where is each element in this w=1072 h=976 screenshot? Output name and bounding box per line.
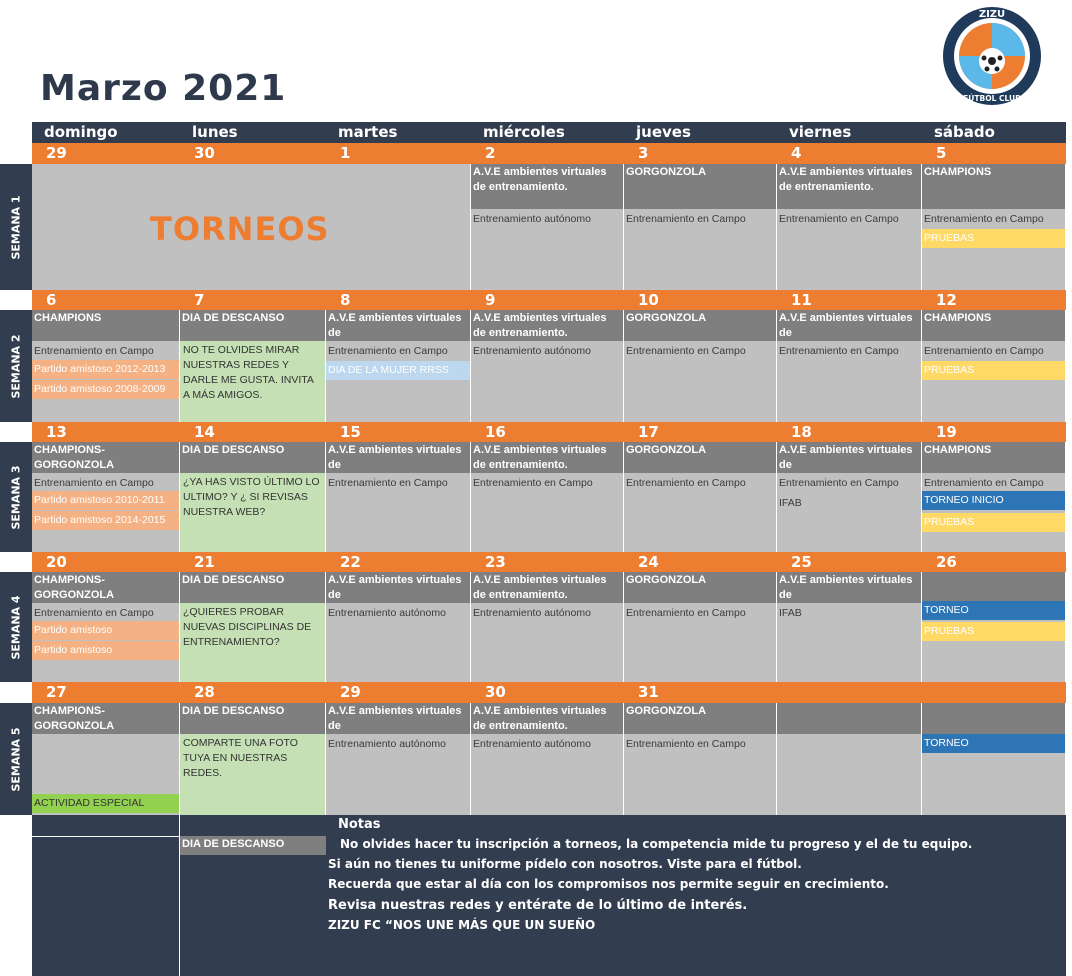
week-label: SEMANA 2	[0, 310, 32, 422]
training-entry: Entrenamiento en Campo	[779, 477, 899, 489]
training-entry: Entrenamiento en Campo	[924, 477, 1044, 489]
day-number: 22	[340, 553, 361, 571]
day-title	[922, 572, 1065, 603]
training-entry: Entrenamiento en Campo	[626, 607, 746, 619]
notes-heading: Notas	[338, 817, 381, 832]
friendly-match: Partido amistoso 2012-2013	[32, 360, 179, 379]
training-entry: Entrenamiento en Campo	[34, 477, 154, 489]
day-number: 19	[936, 423, 957, 441]
notes-left-block	[32, 836, 180, 976]
day-number: 8	[340, 291, 351, 309]
day-number: 16	[485, 423, 506, 441]
day-name: lunes	[192, 123, 238, 141]
day-title: DIA DE DESCANSO	[180, 442, 325, 473]
training-entry: Entrenamiento en Campo	[924, 345, 1044, 357]
day-number: 26	[936, 553, 957, 571]
training-entry: Entrenamiento autónomo	[473, 738, 591, 750]
training-entry: Entrenamiento en Campo	[626, 213, 746, 225]
day-title: CHAMPIONS-GORGONZOLA	[32, 572, 179, 603]
training-entry: Entrenamiento en Campo	[328, 345, 448, 357]
day-number: 5	[936, 144, 947, 162]
day-title: A.V.E ambientes virtuales de entrenamiento.	[471, 164, 623, 209]
notes-descanso-cell: DIA DE DESCANSO	[180, 836, 326, 855]
day-number: 6	[46, 291, 57, 309]
notes-line: Si aún no tienes tu uniforme pídelo con nosotros. Viste para el fútbol.	[328, 857, 802, 871]
day-title: A.V.E ambientes virtuales de	[326, 703, 470, 734]
logo-bottom-text: FÚTBOL CLUB	[963, 94, 1021, 103]
week-label: SEMANA 3	[0, 442, 32, 552]
day-number	[922, 682, 1066, 703]
training-entry: Entrenamiento en Campo	[626, 477, 746, 489]
day-number: 10	[638, 291, 659, 309]
womens-day-badge: DIA DE LA MUJER RRSS	[326, 361, 470, 380]
pruebas-badge: PRUEBAS	[922, 622, 1065, 641]
day-number: 21	[194, 553, 215, 571]
club-logo	[940, 6, 1044, 106]
training-entry: Entrenamiento en Campo	[34, 607, 154, 619]
day-number: 27	[46, 683, 67, 701]
training-entry: Entrenamiento en Campo	[924, 213, 1044, 225]
day-title: CHAMPIONS	[922, 164, 1065, 209]
day-number: 28	[194, 683, 215, 701]
day-number: 2	[485, 144, 496, 162]
week-label: SEMANA 4	[0, 572, 32, 682]
page-title: Marzo 2021	[40, 68, 287, 109]
day-number: 29	[340, 683, 361, 701]
notes-left-header	[32, 815, 180, 836]
day-title: DIA DE DESCANSO	[180, 703, 325, 734]
training-entry: Entrenamiento en Campo	[626, 345, 746, 357]
day-title: A.V.E ambientes virtuales de entrenamiento.	[471, 310, 623, 341]
day-number: 13	[46, 423, 67, 441]
day-name: martes	[338, 123, 398, 141]
friendly-match: Partido amistoso	[32, 621, 179, 640]
day-title	[777, 703, 921, 734]
day-title: A.V.E ambientes virtuales de	[777, 572, 921, 603]
training-entry: Entrenamiento autónomo	[473, 345, 591, 357]
notes-line: ZIZU FC “NOS UNE MÁS QUE UN SUEÑO	[328, 918, 596, 932]
day-title: GORGONZOLA	[624, 310, 776, 341]
training-entry: Entrenamiento autónomo	[328, 738, 446, 750]
day-title: DIA DE DESCANSO	[180, 572, 325, 603]
pruebas-badge: PRUEBAS	[922, 361, 1065, 380]
day-name: miércoles	[483, 123, 565, 141]
day-number: 18	[791, 423, 812, 441]
day-title: CHAMPIONS	[922, 310, 1065, 341]
day-name: domingo	[44, 123, 118, 141]
friendly-match: Partido amistoso	[32, 641, 179, 660]
training-entry: Entrenamiento en Campo	[779, 213, 899, 225]
day-number: 17	[638, 423, 659, 441]
day-title: A.V.E ambientes virtuales de	[777, 442, 921, 473]
day-number: 1	[340, 144, 351, 162]
training-entry: Entrenamiento en Campo	[473, 477, 593, 489]
day-number: 24	[638, 553, 659, 571]
friendly-match: Partido amistoso 2010-2011	[32, 491, 179, 510]
day-title: CHAMPIONS-GORGONZOLA	[32, 703, 179, 734]
message-box: COMPARTE UNA FOTO TUYA EN NUESTRAS REDES.	[180, 734, 325, 815]
training-entry: Entrenamiento autónomo	[328, 607, 446, 619]
day-name: jueves	[636, 123, 691, 141]
day-title: CHAMPIONS	[922, 442, 1065, 473]
training-entry: Entrenamiento en Campo	[328, 477, 448, 489]
day-number: 29	[46, 144, 67, 162]
training-entry: Entrenamiento autónomo	[473, 213, 591, 225]
day-title: A.V.E ambientes virtuales de	[326, 572, 470, 603]
day-number: 11	[791, 291, 812, 309]
training-entry: Entrenamiento autónomo	[473, 607, 591, 619]
day-title: DIA DE DESCANSO	[180, 310, 325, 341]
day-title: CHAMPIONS	[32, 310, 179, 341]
logo-top-text: ZIZU	[978, 9, 1006, 20]
training-entry: Entrenamiento en Campo	[34, 345, 154, 357]
training-entry: Entrenamiento en Campo	[779, 345, 899, 357]
day-number: 9	[485, 291, 496, 309]
torneo-badge: TORNEO	[922, 601, 1065, 620]
message-box: ¿QUIERES PROBAR NUEVAS DISCIPLINAS DE ENTRENAMIENTO?	[180, 603, 325, 682]
ifab-entry: IFAB	[779, 497, 802, 509]
day-number: 15	[340, 423, 361, 441]
day-title: GORGONZOLA	[624, 442, 776, 473]
training-entry: Entrenamiento en Campo	[626, 738, 746, 750]
friendly-match: Partido amistoso 2014-2015	[32, 511, 179, 530]
day-number: 7	[194, 291, 205, 309]
week-label: SEMANA 5	[0, 703, 32, 815]
ifab-entry: IFAB	[779, 607, 802, 619]
day-number: 31	[638, 683, 659, 701]
day-number: 30	[194, 144, 215, 162]
day-number: 20	[46, 553, 67, 571]
torneos-label: TORNEOS	[150, 210, 330, 248]
notes-line: Revisa nuestras redes y entérate de lo último de interés.	[328, 898, 748, 913]
message-box: NO TE OLVIDES MIRAR NUESTRAS REDES Y DARLE ME GUSTA. INVITA A MÁS AMIGOS.	[180, 341, 325, 422]
day-title: A.V.E ambientes virtuales de entrenamiento.	[471, 703, 623, 734]
pruebas-badge: PRUEBAS	[922, 229, 1065, 248]
day-title	[922, 703, 1065, 734]
day-title: A.V.E ambientes virtuales de entrenamiento.	[471, 572, 623, 603]
day-title: A.V.E ambientes virtuales de	[326, 310, 470, 341]
torneo-badge: TORNEO	[922, 734, 1065, 753]
day-title: CHAMPIONS-GORGONZOLA	[32, 442, 179, 473]
day-number: 14	[194, 423, 215, 441]
day-title: A.V.E ambientes virtuales de entrenamiento.	[777, 164, 921, 209]
day-title: A.V.E ambientes virtuales de	[777, 310, 921, 341]
message-box: ¿YA HAS VISTO ÚLTIMO LO ULTIMO? Y ¿ SI REVISAS NUESTRA WEB?	[180, 473, 325, 552]
week-label: SEMANA 1	[0, 164, 32, 290]
day-name: sábado	[934, 123, 995, 141]
day-name: viernes	[789, 123, 852, 141]
day-number: 23	[485, 553, 506, 571]
day-title: GORGONZOLA	[624, 703, 776, 734]
special-activity: ACTIVIDAD ESPECIAL	[32, 794, 179, 813]
day-number: 25	[791, 553, 812, 571]
day-number: 30	[485, 683, 506, 701]
friendly-match: Partido amistoso 2008-2009	[32, 380, 179, 399]
day-title: GORGONZOLA	[624, 164, 776, 209]
day-number: 12	[936, 291, 957, 309]
day-number: 3	[638, 144, 649, 162]
day-number	[777, 682, 922, 703]
day-title: A.V.E ambientes virtuales de	[326, 442, 470, 473]
day-title: GORGONZOLA	[624, 572, 776, 603]
notes-line: Recuerda que estar al día con los compromisos nos permite seguir en crecimiento.	[328, 877, 889, 891]
notes-line: No olvides hacer tu inscripción a torneos, la competencia mide tu progreso y el de tu equipo.	[340, 837, 973, 851]
pruebas-badge: PRUEBAS	[922, 513, 1065, 532]
day-title: A.V.E ambientes virtuales de entrenamiento.	[471, 442, 623, 473]
torneo-badge: TORNEO INICIO	[922, 491, 1065, 510]
day-number: 4	[791, 144, 802, 162]
